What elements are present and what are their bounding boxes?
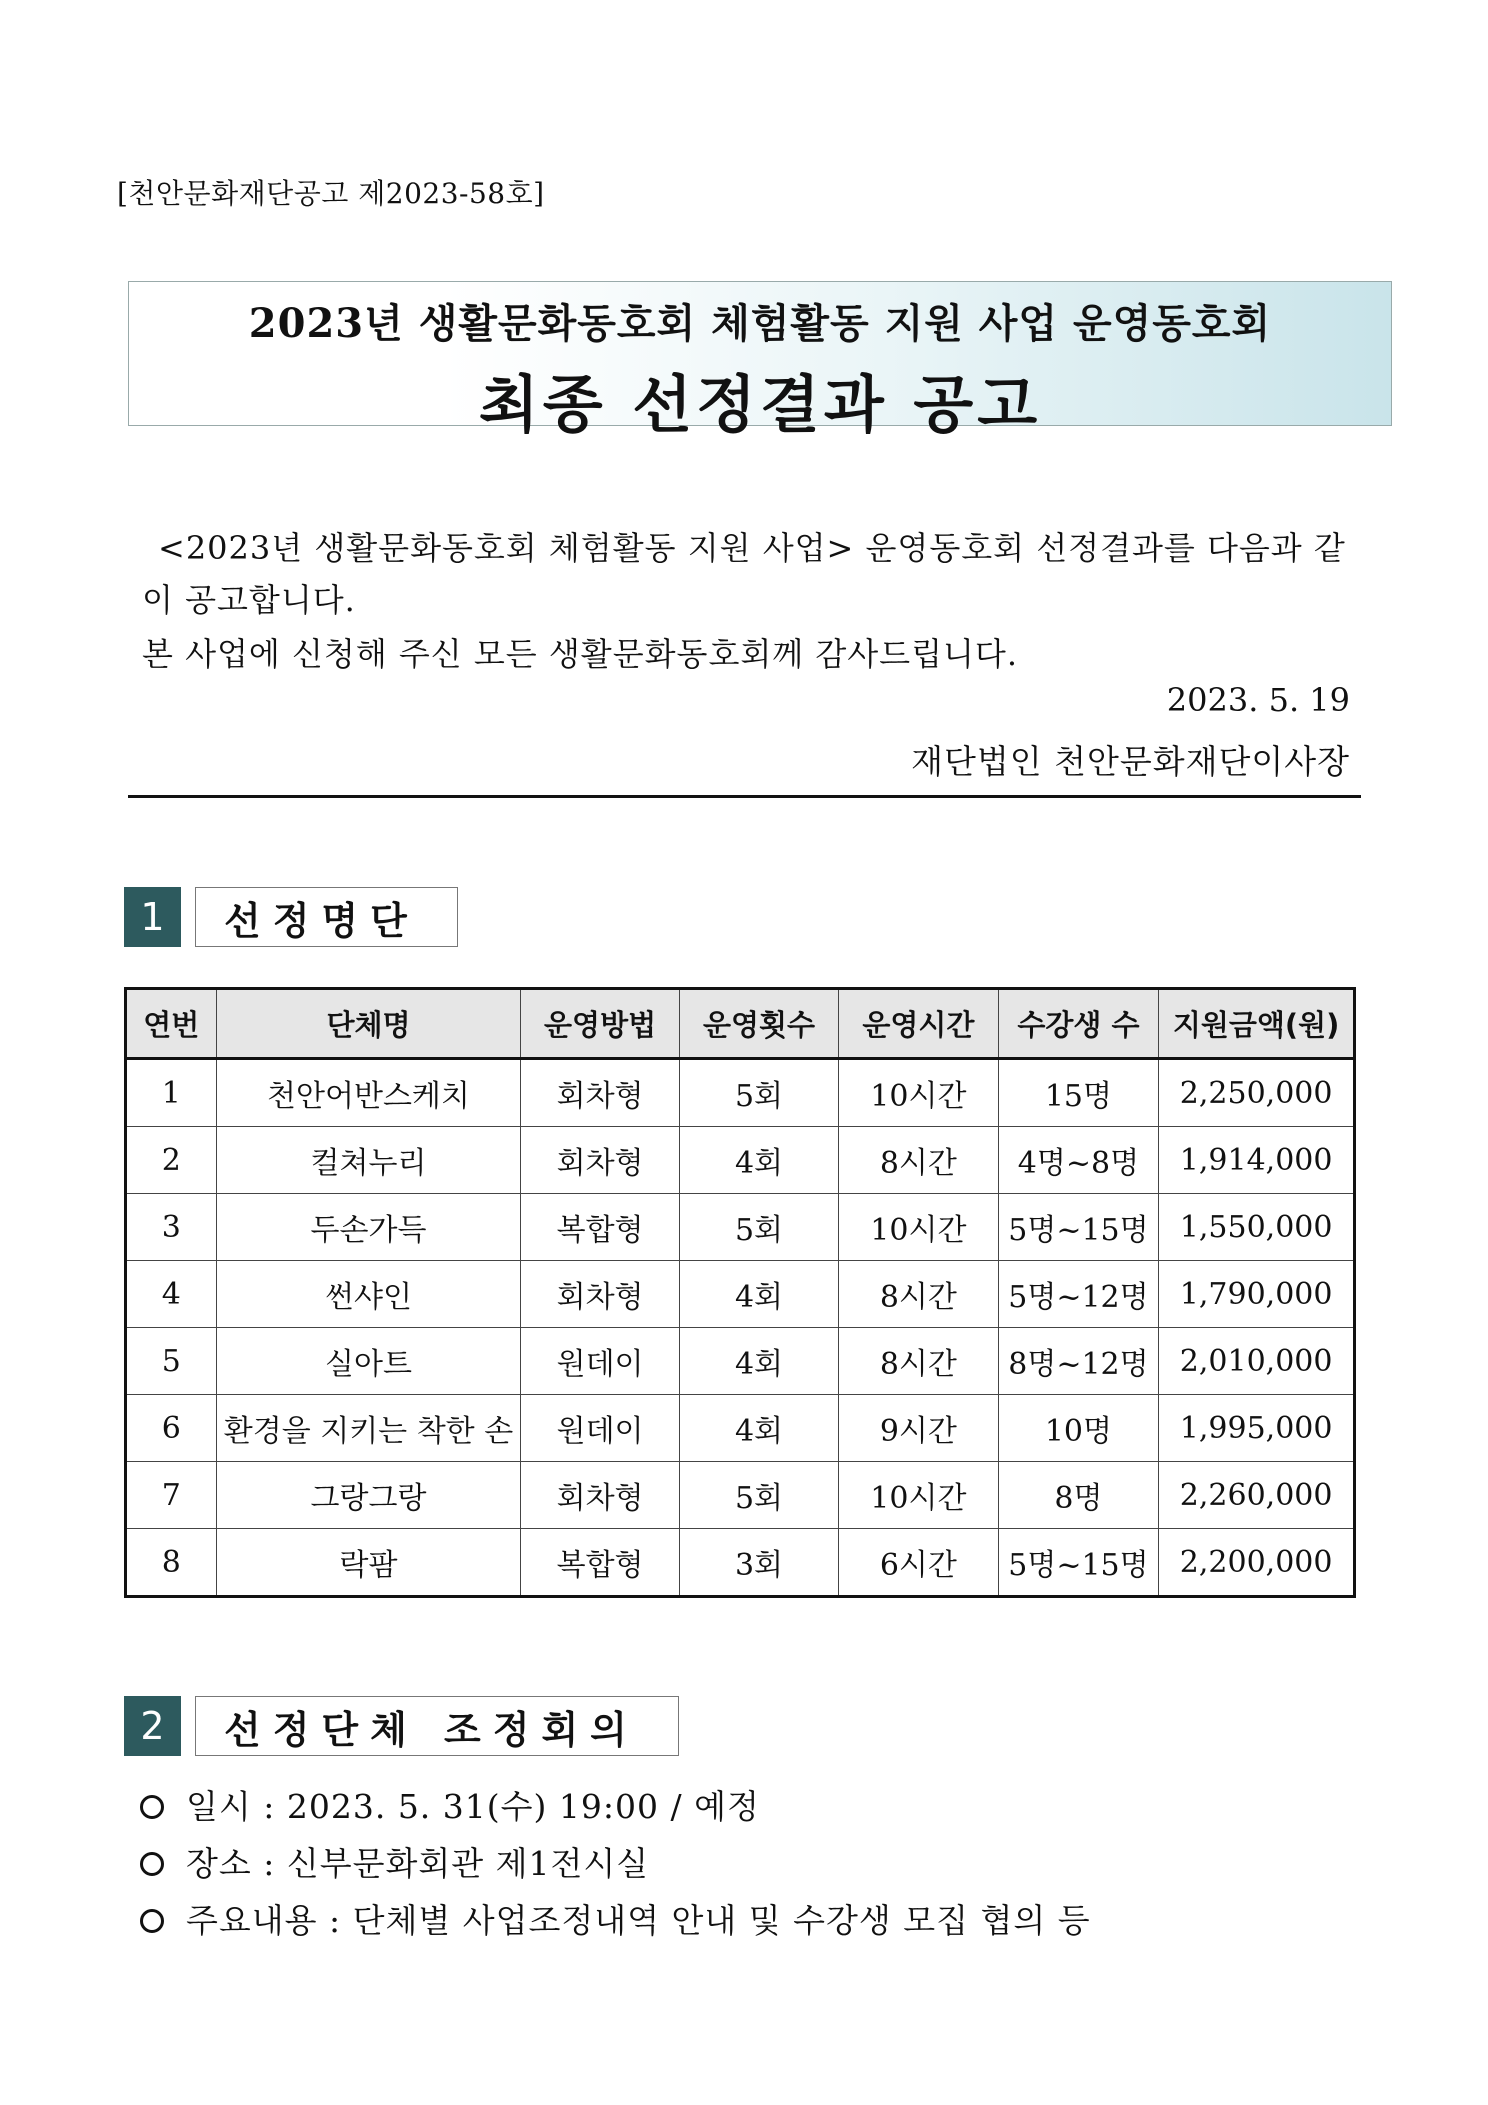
table-row xyxy=(126,1462,1355,1529)
cell-amount: 2,250,000 xyxy=(1159,1059,1355,1127)
title-line-1: 2023년 생활문화동호회 체험활동 지원 사업 운영동호회 xyxy=(248,300,1272,347)
cell-students: 8명~12명 xyxy=(998,1328,1159,1395)
cell-sessions: 5회 xyxy=(679,1059,838,1127)
section-2-number: 2 xyxy=(124,1696,181,1756)
section-1-number: 1 xyxy=(124,887,181,947)
cell-group-name: 실아트 xyxy=(216,1328,521,1395)
cell-number: 6 xyxy=(126,1395,217,1462)
intro-paragraph-1: <2023년 생활문화동호회 체험활동 지원 사업> 운영동호회 선정결과를 다음과 같이 공고합니다. xyxy=(142,529,1346,619)
cell-method: 복합형 xyxy=(521,1194,679,1261)
cell-sessions: 3회 xyxy=(679,1529,838,1597)
cell-sessions: 4회 xyxy=(679,1395,838,1462)
cell-number: 5 xyxy=(126,1328,217,1395)
cell-hours: 8시간 xyxy=(839,1261,998,1328)
notice-date: 2023. 5. 19 xyxy=(1166,681,1350,719)
cell-hours: 10시간 xyxy=(839,1194,998,1261)
cell-hours: 8시간 xyxy=(839,1127,998,1194)
cell-sessions: 5회 xyxy=(679,1462,838,1529)
table-row xyxy=(126,1194,1355,1261)
table-row xyxy=(126,1059,1355,1127)
cell-students: 8명 xyxy=(998,1462,1159,1529)
cell-method: 회차형 xyxy=(521,1462,679,1529)
meeting-agenda: 주요내용 : 단체별 사업조정내역 안내 및 수강생 모집 협의 등 xyxy=(186,1901,1091,1940)
cell-group-name: 락팜 xyxy=(216,1529,521,1597)
cell-group-name: 썬샤인 xyxy=(216,1261,521,1328)
meeting-datetime: 일시 : 2023. 5. 31(수) 19:00 / 예정 xyxy=(186,1787,760,1826)
cell-number: 8 xyxy=(126,1529,217,1597)
cell-method: 원데이 xyxy=(521,1395,679,1462)
col-header: 지원금액(원) xyxy=(1159,989,1355,1059)
col-header: 운영횟수 xyxy=(679,989,838,1059)
col-header: 운영시간 xyxy=(839,989,998,1059)
list-item xyxy=(140,1892,1091,1949)
cell-number: 4 xyxy=(126,1261,217,1328)
cell-number: 7 xyxy=(126,1462,217,1529)
cell-sessions: 4회 xyxy=(679,1328,838,1395)
cell-amount: 2,010,000 xyxy=(1159,1328,1355,1395)
signer: 재단법인 천안문화재단이사장 xyxy=(911,742,1350,781)
list-item xyxy=(140,1778,1091,1835)
cell-method: 회차형 xyxy=(521,1261,679,1328)
selection-table xyxy=(124,987,1356,1598)
cell-students: 4명~8명 xyxy=(998,1127,1159,1194)
cell-amount: 2,200,000 xyxy=(1159,1529,1355,1597)
cell-method: 복합형 xyxy=(521,1529,679,1597)
notice-number: [천안문화재단공고 제2023-58호] xyxy=(117,177,545,210)
cell-group-name: 천안어반스케치 xyxy=(216,1059,521,1127)
cell-amount: 2,260,000 xyxy=(1159,1462,1355,1529)
page-title: 최종 선정결과 공고 xyxy=(478,368,1042,441)
cell-method: 원데이 xyxy=(521,1328,679,1395)
cell-hours: 9시간 xyxy=(839,1395,998,1462)
cell-sessions: 4회 xyxy=(679,1261,838,1328)
cell-sessions: 5회 xyxy=(679,1194,838,1261)
meeting-location: 장소 : 신부문화회관 제1전시실 xyxy=(186,1844,650,1883)
cell-students: 15명 xyxy=(998,1059,1159,1127)
cell-group-name: 그랑그랑 xyxy=(216,1462,521,1529)
cell-amount: 1,914,000 xyxy=(1159,1127,1355,1194)
table-row xyxy=(126,1127,1355,1194)
table-row xyxy=(126,1328,1355,1395)
table-row xyxy=(126,1261,1355,1328)
cell-sessions: 4회 xyxy=(679,1127,838,1194)
col-header: 수강생 수 xyxy=(998,989,1159,1059)
cell-hours: 6시간 xyxy=(839,1529,998,1597)
cell-hours: 10시간 xyxy=(839,1059,998,1127)
cell-group-name: 컬쳐누리 xyxy=(216,1127,521,1194)
table-row xyxy=(126,1395,1355,1462)
meeting-details xyxy=(140,1778,1091,1949)
cell-group-name: 환경을 지키는 착한 손 xyxy=(216,1395,521,1462)
cell-number: 3 xyxy=(126,1194,217,1261)
cell-hours: 8시간 xyxy=(839,1328,998,1395)
cell-amount: 1,550,000 xyxy=(1159,1194,1355,1261)
section-1-title: 선정명단 xyxy=(195,887,458,947)
table-header-row xyxy=(126,989,1355,1059)
circle-bullet-icon xyxy=(140,1909,164,1933)
cell-group-name: 두손가득 xyxy=(216,1194,521,1261)
cell-hours: 10시간 xyxy=(839,1462,998,1529)
circle-bullet-icon xyxy=(140,1795,164,1819)
list-item xyxy=(140,1835,1091,1892)
col-header: 연번 xyxy=(126,989,217,1059)
cell-students: 5명~15명 xyxy=(998,1194,1159,1261)
title-box xyxy=(128,281,1392,441)
cell-method: 회차형 xyxy=(521,1059,679,1127)
intro-paragraph-2: 본 사업에 신청해 주신 모든 생활문화동호회께 감사드립니다. xyxy=(142,635,1019,673)
col-header: 운영방법 xyxy=(521,989,679,1059)
cell-amount: 1,995,000 xyxy=(1159,1395,1355,1462)
cell-students: 5명~12명 xyxy=(998,1261,1159,1328)
cell-method: 회차형 xyxy=(521,1127,679,1194)
cell-students: 10명 xyxy=(998,1395,1159,1462)
divider xyxy=(128,795,1361,798)
circle-bullet-icon xyxy=(140,1852,164,1876)
table-row xyxy=(126,1529,1355,1597)
cell-number: 2 xyxy=(126,1127,217,1194)
section-2-title: 선정단체 조정회의 xyxy=(195,1696,679,1756)
cell-number: 1 xyxy=(126,1059,217,1127)
cell-students: 5명~15명 xyxy=(998,1529,1159,1597)
col-header: 단체명 xyxy=(216,989,521,1059)
cell-amount: 1,790,000 xyxy=(1159,1261,1355,1328)
